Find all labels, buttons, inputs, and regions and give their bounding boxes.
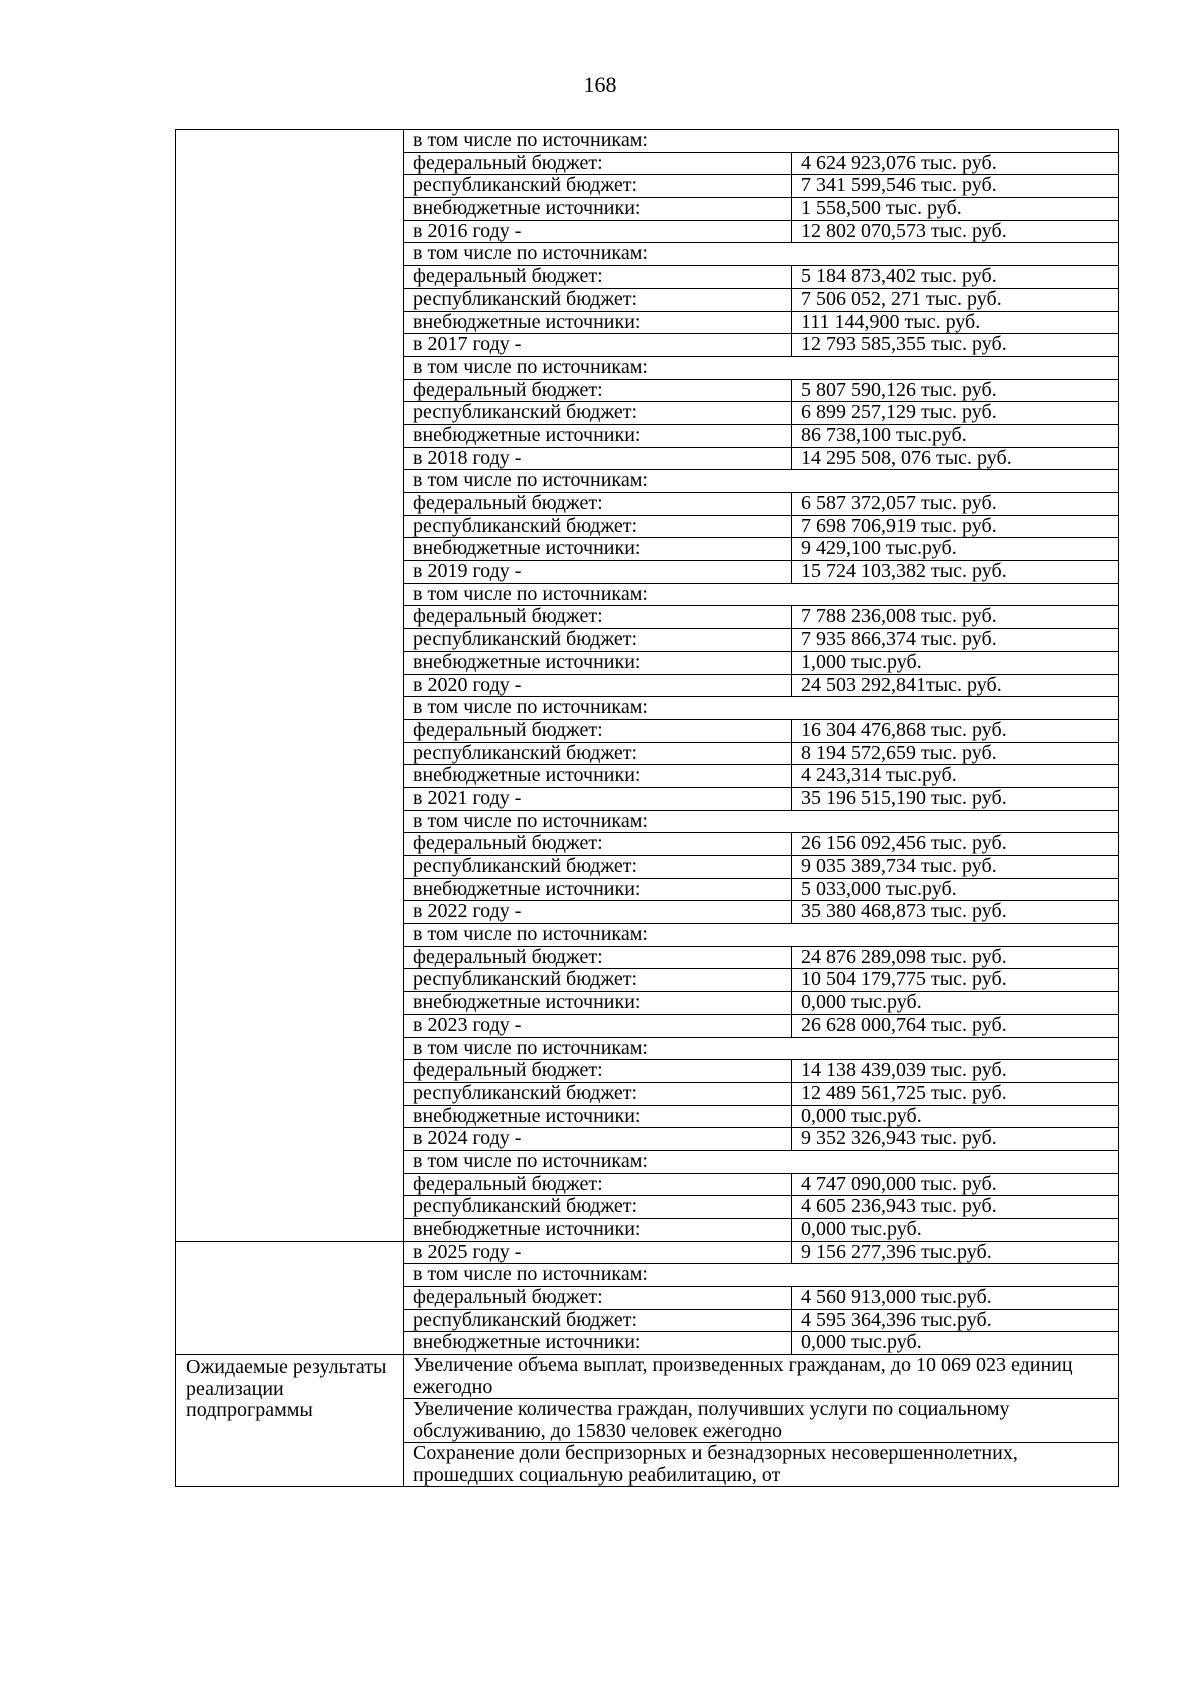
republic-value: 8 194 572,659 тыс. руб. (792, 742, 1119, 765)
table-row (176, 1241, 1119, 1264)
funding-table-body (176, 130, 1119, 1487)
year-total: 26 628 000,764 тыс. руб. (792, 1014, 1119, 1037)
republic-label: республиканский бюджет: (404, 515, 792, 538)
year-label: в 2024 году - (404, 1128, 792, 1151)
republic-value: 4 605 236,943 тыс. руб. (792, 1196, 1119, 1219)
year-label: в 2023 году - (404, 1014, 792, 1037)
sources-label: в том числе по источникам: (404, 810, 1119, 833)
republic-label: республиканский бюджет: (404, 1309, 792, 1332)
federal-label: федеральный бюджет: (404, 1060, 792, 1083)
year-total: 9 156 277,396 тыс.руб. (792, 1241, 1119, 1264)
republic-label: республиканский бюджет: (404, 742, 792, 765)
federal-value: 24 876 289,098 тыс. руб. (792, 946, 1119, 969)
extra-value: 0,000 тыс.руб. (792, 1105, 1119, 1128)
extra-label: внебюджетные источники: (404, 424, 792, 447)
republic-value: 7 935 866,374 тыс. руб. (792, 629, 1119, 652)
federal-value: 4 624 923,076 тыс. руб. (792, 152, 1119, 175)
extra-label: внебюджетные источники: (404, 992, 792, 1015)
extra-label: внебюджетные источники: (404, 765, 792, 788)
extra-label: внебюджетные источники: (404, 311, 792, 334)
republic-label: республиканский бюджет: (404, 288, 792, 311)
federal-value: 4 747 090,000 тыс. руб. (792, 1173, 1119, 1196)
extra-label: внебюджетные источники: (404, 538, 792, 561)
sources-intro: в том числе по источникам: (404, 130, 1119, 153)
table-row (176, 130, 1119, 153)
extra-value: 86 738,100 тыс.руб. (792, 424, 1119, 447)
year-label: в 2017 году - (404, 334, 792, 357)
year-label: в 2019 году - (404, 561, 792, 584)
year-label: в 2020 году - (404, 674, 792, 697)
sources-label: в том числе по источникам: (404, 1264, 1119, 1287)
republic-label: республиканский бюджет: (404, 1196, 792, 1219)
page-number: 168 (583, 72, 617, 97)
federal-label: федеральный бюджет: (404, 606, 792, 629)
federal-label: федеральный бюджет: (404, 1173, 792, 1196)
extra-value: 1,000 тыс.руб. (792, 651, 1119, 674)
republic-value: 10 504 179,775 тыс. руб. (792, 969, 1119, 992)
results-label: Ожидаемые результаты реализации подпрограммы (176, 1355, 404, 1487)
sources-label: в том числе по источникам: (404, 583, 1119, 606)
federal-value: 4 560 913,000 тыс.руб. (792, 1287, 1119, 1310)
result-item: Сохранение доли беспризорных и безнадзорных несовершеннолетних, прошедших социальную реабилитацию, от (404, 1443, 1119, 1487)
federal-label: федеральный бюджет: (404, 719, 792, 742)
sources-label: в том числе по источникам: (404, 1037, 1119, 1060)
extra-value: 0,000 тыс.руб. (792, 1219, 1119, 1242)
sources-label: в том числе по источникам: (404, 924, 1119, 947)
extra-value: 4 243,314 тыс.руб. (792, 765, 1119, 788)
year-label: в 2016 году - (404, 220, 792, 243)
extra-value: 0,000 тыс.руб. (792, 992, 1119, 1015)
federal-value: 6 587 372,057 тыс. руб. (792, 493, 1119, 516)
extra-label: внебюджетные источники: (404, 1219, 792, 1242)
republic-value: 7 698 706,919 тыс. руб. (792, 515, 1119, 538)
extra-value: 9 429,100 тыс.руб. (792, 538, 1119, 561)
year-total: 12 802 070,573 тыс. руб. (792, 220, 1119, 243)
federal-value: 14 138 439,039 тыс. руб. (792, 1060, 1119, 1083)
extra-value: 1 558,500 тыс. руб. (792, 198, 1119, 221)
federal-label: федеральный бюджет: (404, 379, 792, 402)
year-total: 12 793 585,355 тыс. руб. (792, 334, 1119, 357)
sources-label: в том числе по источникам: (404, 470, 1119, 493)
left-blank-cell (176, 130, 404, 1242)
result-item: Увеличение объема выплат, произведенных гражданам, до 10 069 023 единиц ежегодно (404, 1355, 1119, 1399)
table-row (176, 1355, 1119, 1399)
republic-value: 12 489 561,725 тыс. руб. (792, 1082, 1119, 1105)
federal-value: 16 304 476,868 тыс. руб. (792, 719, 1119, 742)
year-total: 35 380 468,873 тыс. руб. (792, 901, 1119, 924)
year-total: 24 503 292,841тыс. руб. (792, 674, 1119, 697)
sources-label: в том числе по источникам: (404, 1150, 1119, 1173)
result-item: Увеличение количества граждан, получивших услуги по социальному обслуживанию, до 15830 человек ежегодно (404, 1399, 1119, 1443)
sources-label: в том числе по источникам: (404, 356, 1119, 379)
sources-label: в том числе по источникам: (404, 243, 1119, 266)
funding-table (175, 129, 1119, 1487)
federal-value: 7 788 236,008 тыс. руб. (792, 606, 1119, 629)
republic-label: республиканский бюджет: (404, 1082, 792, 1105)
republic-label: республиканский бюджет: (404, 175, 792, 198)
republic-label: республиканский бюджет: (404, 969, 792, 992)
federal-label: федеральный бюджет: (404, 946, 792, 969)
federal-label: федеральный бюджет: (404, 266, 792, 289)
year-total: 9 352 326,943 тыс. руб. (792, 1128, 1119, 1151)
federal-label: федеральный бюджет: (404, 493, 792, 516)
year-label: в 2021 году - (404, 787, 792, 810)
sources-label: в том числе по источникам: (404, 697, 1119, 720)
republic-value: 6 899 257,129 тыс. руб. (792, 402, 1119, 425)
republic-value: 7 506 052, 271 тыс. руб. (792, 288, 1119, 311)
republic-label: республиканский бюджет: (404, 402, 792, 425)
republic-label: республиканский бюджет: (404, 856, 792, 879)
republic-value: 4 595 364,396 тыс.руб. (792, 1309, 1119, 1332)
extra-label: внебюджетные источники: (404, 1332, 792, 1355)
federal-label: федеральный бюджет: (404, 833, 792, 856)
extra-value: 0,000 тыс.руб. (792, 1332, 1119, 1355)
year-label: в 2018 году - (404, 447, 792, 470)
year-total: 15 724 103,382 тыс. руб. (792, 561, 1119, 584)
federal-value: 5 184 873,402 тыс. руб. (792, 266, 1119, 289)
extra-label: внебюджетные источники: (404, 198, 792, 221)
extra-label: внебюджетные источники: (404, 651, 792, 674)
federal-label: федеральный бюджет: (404, 1287, 792, 1310)
year-label: в 2025 году - (404, 1241, 792, 1264)
extra-value: 111 144,900 тыс. руб. (792, 311, 1119, 334)
left-blank-cell (176, 1241, 404, 1354)
year-total: 14 295 508, 076 тыс. руб. (792, 447, 1119, 470)
federal-value: 5 807 590,126 тыс. руб. (792, 379, 1119, 402)
federal-value: 26 156 092,456 тыс. руб. (792, 833, 1119, 856)
extra-label: внебюджетные источники: (404, 878, 792, 901)
extra-value: 5 033,000 тыс.руб. (792, 878, 1119, 901)
extra-label: внебюджетные источники: (404, 1105, 792, 1128)
federal-label: федеральный бюджет: (404, 152, 792, 175)
year-total: 35 196 515,190 тыс. руб. (792, 787, 1119, 810)
republic-value: 7 341 599,546 тыс. руб. (792, 175, 1119, 198)
republic-label: республиканский бюджет: (404, 629, 792, 652)
republic-value: 9 035 389,734 тыс. руб. (792, 856, 1119, 879)
year-label: в 2022 году - (404, 901, 792, 924)
